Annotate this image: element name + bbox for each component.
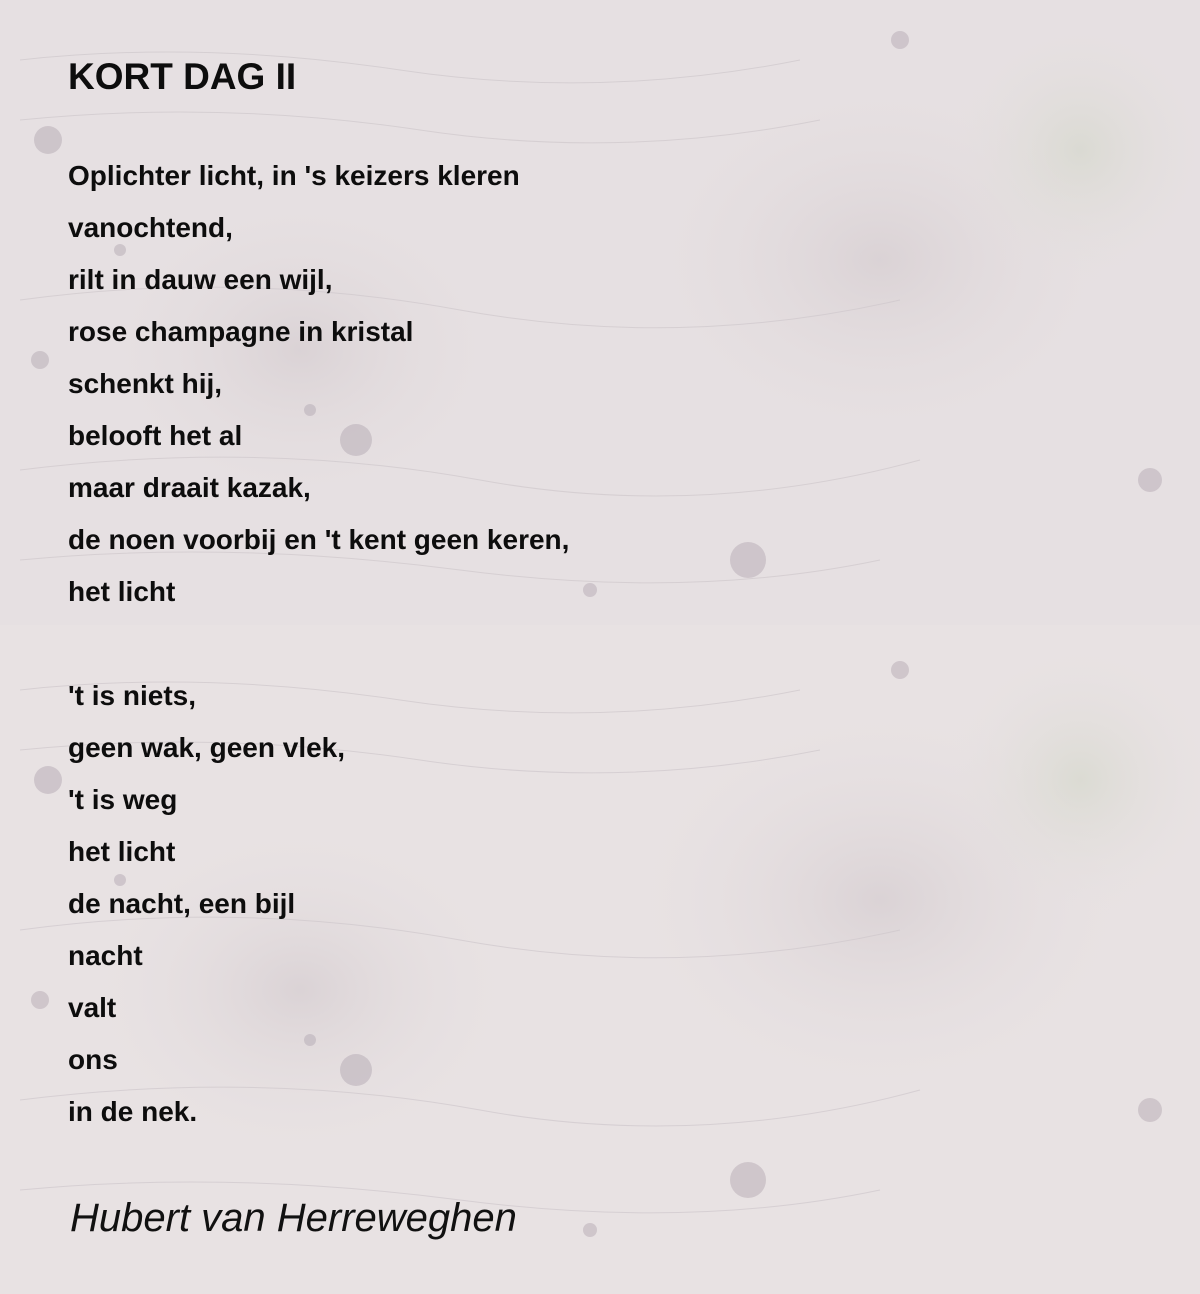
poem-line: maar draait kazak, <box>68 472 311 503</box>
poem-line: in de nek. <box>68 1096 198 1127</box>
poem-line: geen wak, geen vlek, <box>68 732 346 763</box>
poem-line: Oplichter licht, in 's keizers kleren <box>68 160 520 191</box>
poem-line: 't is weg <box>68 784 178 815</box>
poem-line: het licht <box>68 576 176 607</box>
poem-line: het licht <box>68 836 176 867</box>
poem-line: de noen voorbij en 't kent geen keren, <box>68 524 570 555</box>
poem-line: valt <box>68 992 117 1023</box>
poem-line: rilt in dauw een wijl, <box>68 264 333 295</box>
poem-line: vanochtend, <box>68 212 233 243</box>
stanza-1 <box>68 150 569 618</box>
poem-line: ons <box>68 1044 118 1075</box>
poem-title: KORT DAG II <box>68 56 297 97</box>
poem-line: 't is niets, <box>68 680 197 711</box>
poem-line: schenkt hij, <box>68 368 223 399</box>
poem-line: de nacht, een bijl <box>68 888 296 919</box>
poem-author: Hubert van Herreweghen <box>70 1196 517 1240</box>
poem-line: belooft het al <box>68 420 243 451</box>
stanza-2 <box>68 670 345 1138</box>
poem-line: rose champagne in kristal <box>68 316 414 347</box>
poem-line: nacht <box>68 940 143 971</box>
